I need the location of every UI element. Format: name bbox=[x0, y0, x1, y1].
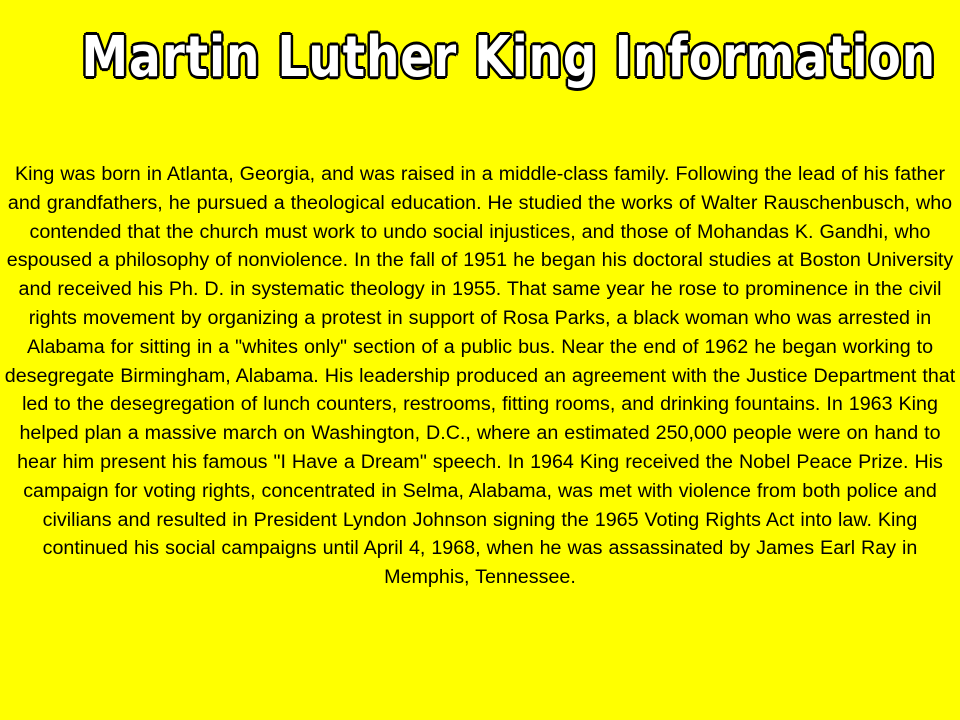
slide-body-text: King was born in Atlanta, Georgia, and was raised in a middle-class family. Following the lead of his father and grandfathers, he pursued a theological education. He studied the works of Walter Rauschenbusch, who contended that the church must work to undo social injustices, and those of Mohandas K. Gandhi, who espoused a philosophy of nonviolence. In the fall of 1951 he began his doctoral studies at Boston University and received his Ph. D. in systematic theology in 1955. That same year he rose to prominence in the civil rights movement by organizing a protest in support of Rosa Parks, a black woman who was arrested in Alabama for sitting in a "whites only" section of a public bus. Near the end of 1962 he began working to desegregate Birmingham, Alabama. His leadership produced an agreement with the Justice Department that led to the desegregation of lunch counters, restrooms, fitting rooms, and drinking fountains. In 1963 King helped plan a massive march on Washington, D.C., where an estimated 250,000 people were on hand to hear him present his famous "I Have a Dream" speech. In 1964 King received the Nobel Peace Prize. His campaign for voting rights, concentrated in Selma, Alabama, was met with violence from both police and civilians and resulted in President Lyndon Johnson signing the 1965 Voting Rights Act into law. King continued his social campaigns until April 4, 1968, when he was assassinated by James Earl Ray in Memphis, Tennessee. bbox=[4, 163, 956, 589]
slide-title: Martin Luther King Information bbox=[81, 25, 936, 90]
slide-title-container bbox=[0, 18, 960, 98]
